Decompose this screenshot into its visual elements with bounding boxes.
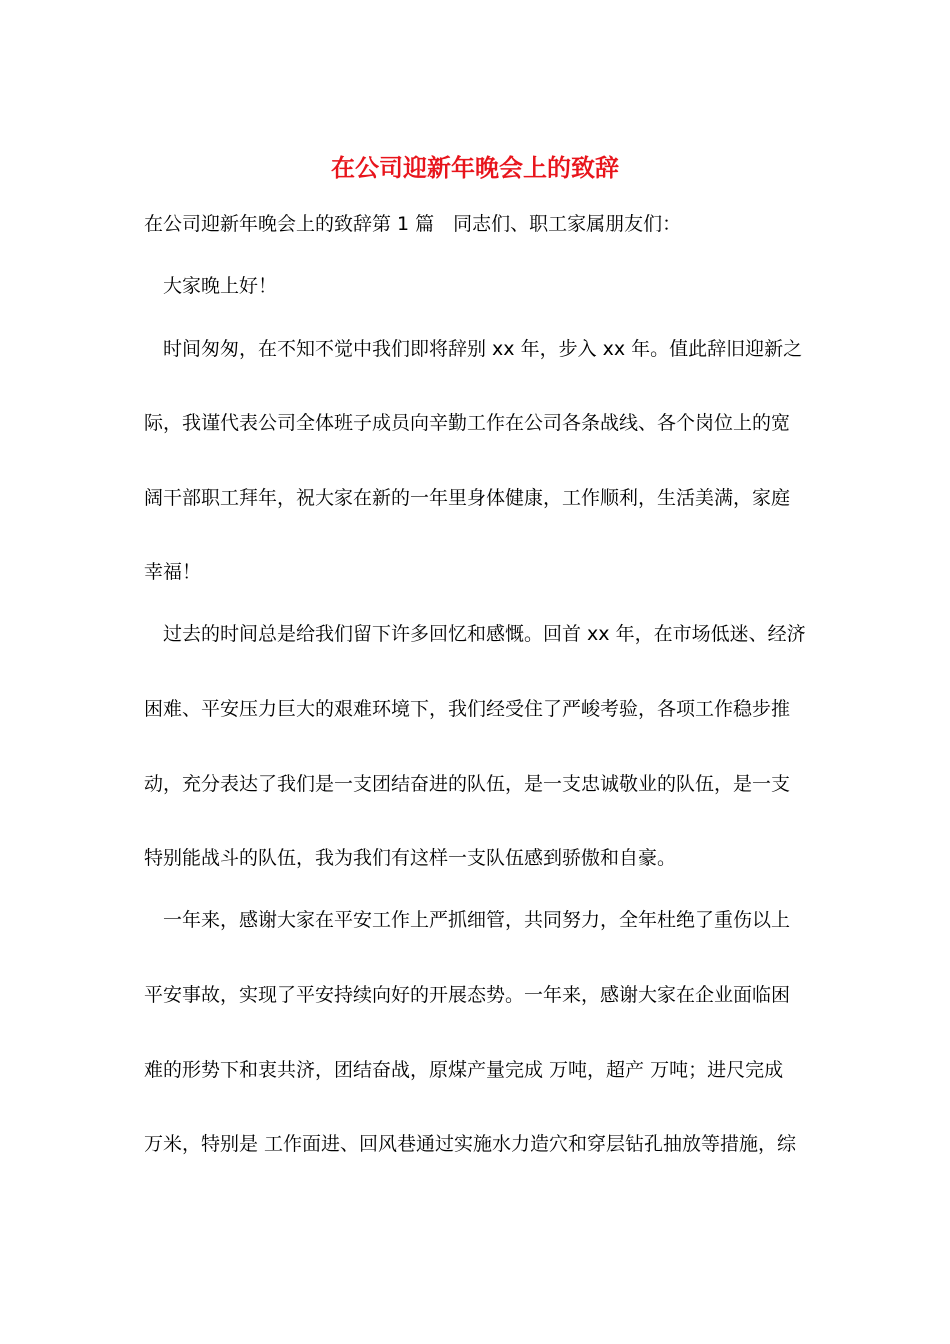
text-line: 一年来，感谢大家在平安工作上严抓细管，共同努力，全年杜绝了重伤以上 <box>163 909 791 931</box>
text-line: 大家晚上好！ <box>163 275 278 297</box>
text-line: 过去的时间总是给我们留下许多回忆和感慨。回首 xx 年，在市场低迷、经济 <box>163 623 806 645</box>
document-title: 在公司迎新年晚会上的致辞 <box>331 153 619 182</box>
text-line: 困难、平安压力巨大的艰难环境下，我们经受住了严峻考验，各项工作稳步推 <box>144 698 791 720</box>
text-line: 特别能战斗的队伍，我为我们有这样一支队伍感到骄傲和自豪。 <box>144 847 677 869</box>
text-line: 万米，特别是 工作面进、回风巷通过实施水力造穴和穿层钻孔抽放等措施，综 <box>144 1133 797 1155</box>
text-line: 在公司迎新年晚会上的致辞第 1 篇 同志们、职工家属朋友们： <box>144 213 682 235</box>
text-line: 难的形势下和衷共济，团结奋战，原煤产量完成 万吨，超产 万吨；进尺完成 <box>144 1059 784 1081</box>
text-line: 际，我谨代表公司全体班子成员向辛勤工作在公司各条战线、各个岗位上的宽 <box>144 412 791 434</box>
text-line: 幸福！ <box>144 561 202 583</box>
text-line: 阔干部职工拜年，祝大家在新的一年里身体健康，工作顺利，生活美满，家庭 <box>144 487 791 509</box>
text-line: 平安事故，实现了平安持续向好的开展态势。一年来，感谢大家在企业面临困 <box>144 984 791 1006</box>
text-line: 时间匆匆，在不知不觉中我们即将辞别 xx 年，步入 xx 年。值此辞旧迎新之 <box>163 338 803 360</box>
text-line: 动，充分表达了我们是一支团结奋进的队伍，是一支忠诚敬业的队伍，是一支 <box>144 773 791 795</box>
